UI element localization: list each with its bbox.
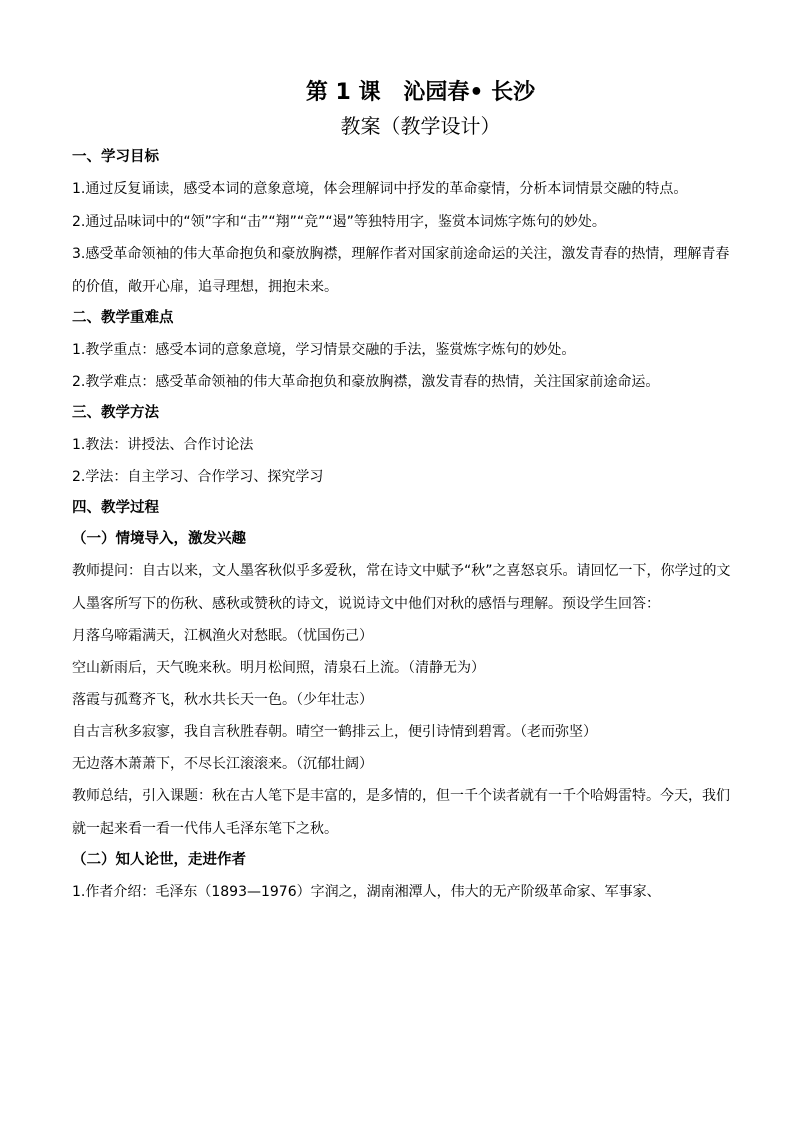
objective-item-2: 2.通过品味词中的“领”字和“击”“翔”“竞”“遏”等独特用字，鉴赏本词炼字炼句的妙处。 [72,213,606,230]
poem-line-3: 落霞与孤鹜齐飞，秋水共长天一色。（少年壮志） [72,692,373,708]
key-point-item-1: 1.教学重点：感受本词的意象意境，学习情景交融的手法，鉴赏炼字炼句的妙处。 [72,342,576,358]
poem-line-2: 空山新雨后，天气晚来秋。明月松间照，清泉石上流。（清静无为） [72,660,485,676]
subsection-heading-intro: （一）情境导入，激发兴趣 [72,531,246,547]
poem-line-4: 自古言秋多寂寥，我自言秋胜春朝。晴空一鹤排云上，便引诗情到碧霄。（老而弥坚） [72,724,597,740]
section-heading-process: 四、教学过程 [72,500,159,516]
section-heading-key-points: 二、教学重难点 [72,310,174,326]
lesson-title: 第 1 课 沁园春• 长沙 [305,80,536,105]
teacher-question: 教师提问：自古以来，文人墨客秋似乎多爱秋，常在诗文中赋予“秋”之喜怒哀乐。请回忆一下，你学过的文人墨客所写下的伤秋、感秋或赞秋的诗文，说说诗文中他们对秋的感悟与理解。预设学生回答： [72,563,731,612]
subsection-heading-author: （二）知人论世，走进作者 [72,852,246,868]
method-item-1: 1.教法：讲授法、合作讨论法 [72,437,254,453]
lesson-subtitle: 教案（教学设计） [340,114,501,138]
teacher-summary: 教师总结，引入课题：秋在古人笔下是丰富的，是多情的，但一千个读者就有一千个哈姆雷特。今天，我们就一起来看一看一代伟人毛泽东笔下之秋。 [72,788,730,837]
objective-item-1: 1.通过反复诵读，感受本词的意象意境，体会理解词中抒发的革命豪情，分析本词情景交融的特点。 [72,181,688,197]
section-heading-methods: 三、教学方法 [72,405,159,421]
document-page [72,76,737,909]
poem-line-1: 月落乌啼霜满天，江枫渔火对愁眠。（忧国伤己） [72,628,373,644]
author-intro: 1.作者介绍：毛泽东（1893—1976）字润之，湖南湘潭人，伟大的无产阶级革命家、军事家、 [72,884,661,900]
section-heading-objectives: 一、学习目标 [72,149,159,165]
key-point-item-2: 2.教学难点：感受革命领袖的伟大革命抱负和豪放胸襟，激发青春的热情，关注国家前途命运。 [72,374,660,390]
method-item-2: 2.学法：自主学习、合作学习、探究学习 [72,469,324,485]
objective-item-3: 3.感受革命领袖的伟大革命抱负和豪放胸襟，理解作者对国家前途命运的关注，激发青春的热情，理解青春的价值，敞开心扉，追寻理想，拥抱未来。 [72,246,730,295]
poem-line-5: 无边落木萧萧下，不尽长江滚滚来。（沉郁壮阔） [72,756,373,772]
